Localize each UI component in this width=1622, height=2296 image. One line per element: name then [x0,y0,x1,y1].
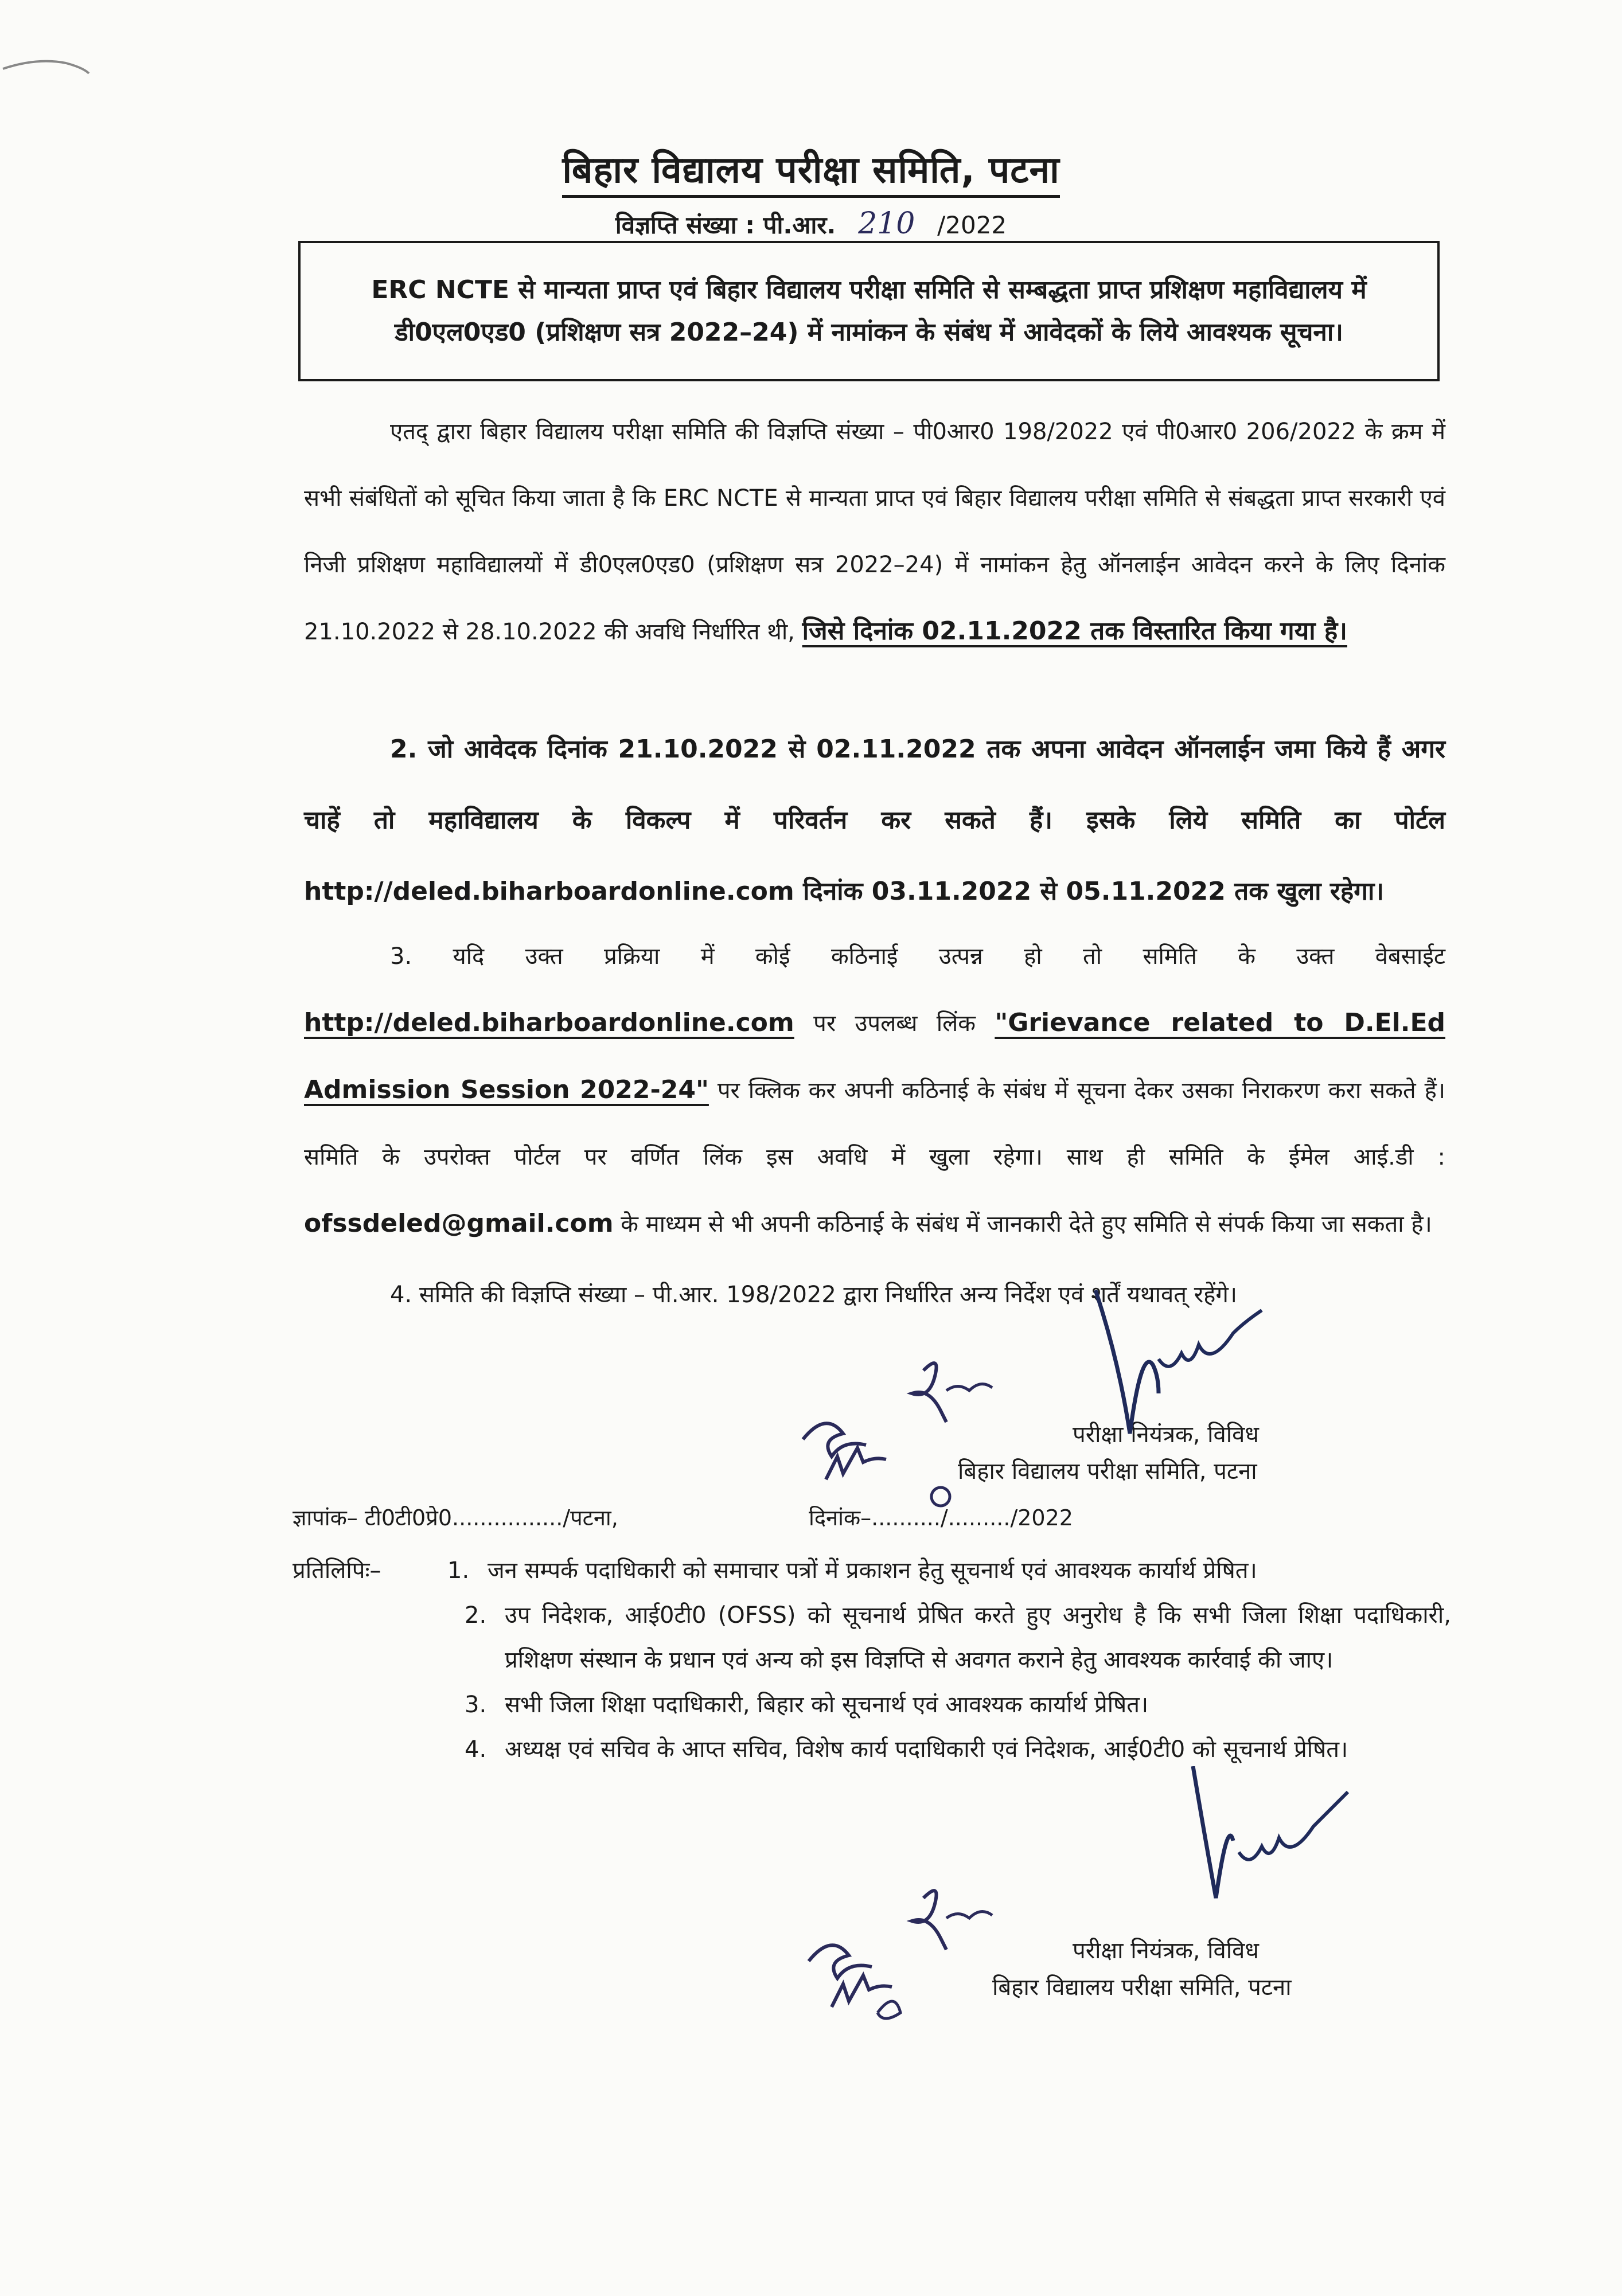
memo-ref: ज्ञापांक– टी0टी0प्रे0................/पटना, [293,1505,618,1530]
paragraph-2 [304,714,1445,927]
cc-item: 2. उप निदेशक, आई0टी0 (OFSS) को सूचनार्थ प्रेषित करते हुए अनुरोध है कि सभी जिला शिक्षा पदाधिकारी, प्रशिक्षण संस्थान के प्रधान एवं अन्य को इस विज्ञप्ति से अवगत कराने हेतु आवश्यक कार्रवाई की जाए। [465,1602,1451,1673]
subject-text: ERC NCTE से मान्यता प्राप्त एवं बिहार विद्यालय परीक्षा समिति से सम्बद्धता प्राप्त प्रशिक्षण महाविद्यालय में डी0एल0एड0 (प्रशिक्षण सत्र 2022–24) में नामांकन के संबंध में आवेदकों के लिये आवश्यक सूचना। [371,275,1367,347]
paragraph-4 [304,1262,1445,1328]
signature1-org: बिहार विद्यालय परीक्षा समिति, पटना [958,1458,1257,1485]
signature2-designation: परीक्षा नियंत्रक, विविध [1073,1938,1259,1964]
para3-text-c: पर क्लिक कर अपनी कठिनाई के संबंध में सूचना देकर उसका निराकरण करा सकते हैं। समिति के उपरोक्त पोर्टल पर वर्णित लिंक इस अवधि में खुला रहेगा। साथ ही समिति के ईमेल आई.डी : [304,1077,1445,1170]
para3-text-a: 3. यदि उक्त प्रक्रिया में कोई कठिनाई उत्पन्न हो तो समिति के उक्त वेबसाईट [390,943,1445,970]
notice-label: विज्ञप्ति संख्या : पी.आर. [615,211,836,239]
email-address[interactable]: ofssdeled@gmail.com [304,1209,614,1238]
signature1-designation: परीक्षा नियंत्रक, विविध [1073,1422,1259,1448]
signature2-org: बिहार विद्यालय परीक्षा समिति, पटना [992,1974,1292,2001]
notice-number: 210 [844,206,930,243]
notice-year: /2022 [937,211,1007,239]
cc-label: प्रतिलिपिः– [293,1557,381,1584]
para3-text-d: के माध्यम से भी अपनी कठिनाई के संबंध में जानकारी देते हुए समिति से संपर्क किया जा सकता है। [613,1211,1432,1237]
grievance-link[interactable]: "Grievance related to D.El.Ed Admission Session 2022-24" [304,1008,1445,1104]
cc-item: 4. अध्यक्ष एवं सचिव के आप्त सचिव, विशेष कार्य पदाधिकारी एवं निदेशक, आई0टी0 को सूचनार्थ प्रेषित। [465,1736,1348,1763]
para1-text: एतद् द्वारा बिहार विद्यालय परीक्षा समिति की विज्ञप्ति संख्या – पी0आर0 198/2022 एवं पी0आर0 206/2022 के क्रम में सभी संबंधितों को सूचित किया जाता है कि ERC NCTE से मान्यता प्राप्त एवं बिहार विद्यालय परीक्षा समिति से संबद्धता प्राप्त सरकारी एवं निजी प्रशिक्षण महाविद्यालयों में डी0एल0एड0 (प्रशिक्षण सत्र 2022–24) में नामांकन हेतु ऑनलाईन आवेदन करने के लिए दिनांक 21.10.2022 से 28.10.2022 की अवधि निर्धारित थी, [304,419,1445,645]
memo-date: दिनांक–........../........./2022 [809,1505,1073,1530]
cc-item: 1. जन सम्पर्क पदाधिकारी को समाचार पत्रों में प्रकाशन हेतु सूचनार्थ एवं आवश्यक कार्यार्थ प्रेषित। [447,1557,1257,1584]
paragraph-3 [304,923,1445,1258]
cc-item: 3. सभी जिला शिक्षा पदाधिकारी, बिहार को सूचनार्थ एवं आवश्यक कार्यार्थ प्रेषित। [465,1692,1149,1718]
para4-text: 4. समिति की विज्ञप्ति संख्या – पी.आर. 198/2022 द्वारा निर्धारित अन्य निर्देश एवं शर्तें यथावत् रहेंगे। [390,1282,1238,1308]
para3-text-b: पर उपलब्ध लिंक [794,1010,995,1037]
para2-url[interactable]: http://deled.biharboardonline.com [304,877,794,906]
para2-text-a: 2. जो आवेदक दिनांक 21.10.2022 से 02.11.2022 तक अपना आवेदन ऑनलाईन जमा किये हैं अगर चाहें तो महाविद्यालय के विकल्प में परिवर्तन कर सकते हैं। इसके लिये समिति का पोर्टल [304,735,1445,835]
handwritten-signature-2 [1182,1766,1422,1904]
scan-mark [0,46,115,92]
para3-url[interactable]: http://deled.biharboardonline.com [304,1008,794,1037]
paragraph-1 [304,399,1445,665]
signature-block-1 [958,1416,1259,1490]
cc-list [447,1548,1451,1772]
notice-number-line [0,206,1622,243]
subject-box [298,241,1440,381]
org-title: बिहार विद्यालय परीक्षा समिति, पटना [0,143,1622,193]
para2-text-b: दिनांक 03.11.2022 से 05.11.2022 तक खुला रहेगा। [794,877,1385,906]
signature-block-2 [992,1932,1292,2006]
para1-emphasis: जिसे दिनांक 02.11.2022 तक विस्तारित किया गया है। [802,616,1347,646]
